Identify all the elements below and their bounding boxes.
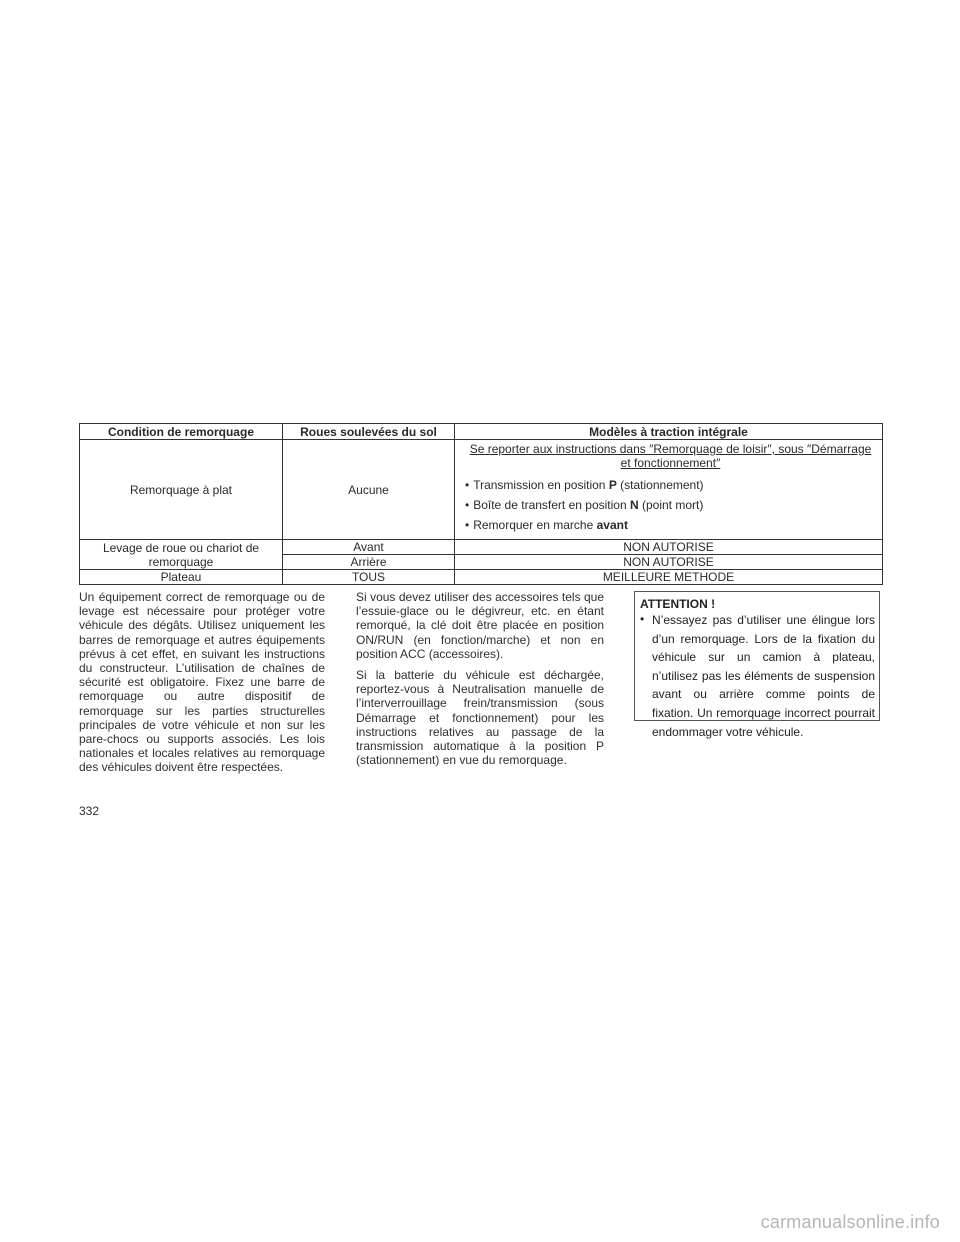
body-column-left xyxy=(79,590,325,782)
cell-lift-rear: Arrière xyxy=(283,555,455,570)
cell-flat-condition: Remorquage à plat xyxy=(80,440,283,540)
item-suffix: (point mort) xyxy=(638,498,704,512)
cell-flatbed-awd: MEILLEURE METHODE xyxy=(455,570,883,585)
item-text: Boîte de transfert en position xyxy=(473,498,630,512)
cell-flatbed-condition: Plateau xyxy=(80,570,283,585)
cell-lift-rear-awd: NON AUTORISE xyxy=(455,555,883,570)
table-row xyxy=(80,540,883,555)
list-item xyxy=(465,515,876,535)
bullet-icon: • xyxy=(465,518,470,532)
list-item xyxy=(465,475,876,495)
table-header-row xyxy=(80,424,883,440)
warning-box xyxy=(634,591,880,739)
table-row xyxy=(80,570,883,585)
warning-title: ATTENTION ! xyxy=(640,597,716,611)
item-text: Transmission en position xyxy=(473,478,609,492)
flat-towing-reference: Se reporter aux instructions dans ″Remorquage de loisir″, sous ″Démarrage et fonctionnement″ xyxy=(469,442,872,470)
warning-text: N’essayez pas d’utiliser une élingue lors d’un remorquage. Lors de la fixation du véhicule sur un camion à plateau, n’utilisez pas les éléments de suspension avant ou arrière comme points de fixation. Un remorquage incorrect pourrait endommager votre véhicule. xyxy=(652,613,875,739)
watermark: carmanualsonline.info xyxy=(760,1212,940,1232)
body-paragraph: Si la batterie du véhicule est déchargée, reportez-vous à Neutralisation manuelle de l’interverrouillage frein/transmission (sous Démarrage et fonctionnement) pour les instructions relatives au passage de la transmission automatique à la position P (stationnement) en vue du remorquage. xyxy=(356,668,604,768)
list-item xyxy=(465,495,876,515)
bullet-icon: • xyxy=(465,478,470,492)
towing-table xyxy=(79,423,883,585)
cell-flat-wheels: Aucune xyxy=(283,440,455,540)
header-condition: Condition de remorquage xyxy=(80,424,283,440)
warning-item xyxy=(640,611,875,741)
body-column-middle xyxy=(356,590,604,774)
body-paragraph: Si vous devez utiliser des accessoires tels que l’essuie-glace ou le dégivreur, etc. en étant remorqué, la clé doit être placée en position ON/RUN (en fonction/marche) et non en position ACC (accessoires). xyxy=(356,590,604,661)
cell-flat-awd xyxy=(455,440,883,540)
header-wheels: Roues soulevées du sol xyxy=(283,424,455,440)
item-bold: P xyxy=(608,478,617,492)
item-text: Remorquer en marche xyxy=(473,518,597,532)
bullet-icon: • xyxy=(640,612,645,626)
item-bold: N xyxy=(629,498,639,512)
cell-flatbed-wheels: TOUS xyxy=(283,570,455,585)
item-suffix: (stationnement) xyxy=(616,478,704,492)
header-awd: Modèles à traction intégrale xyxy=(455,424,883,440)
cell-lift-front: Avant xyxy=(283,540,455,555)
cell-lift-condition: Levage de roue ou chariot de remorquage xyxy=(80,540,283,570)
item-bold: avant xyxy=(596,518,628,532)
cell-lift-front-awd: NON AUTORISE xyxy=(455,540,883,555)
body-paragraph: Un équipement correct de remorquage ou de levage est nécessaire pour protéger votre véhicule des dégâts. Utilisez uniquement les barres de remorquage et autres équipements prévus à cet effet, en suivant les instructions du constructeur. L’utilisation de chaînes de sécurité est obligatoire. Fixez une barre de remorquage ou autre dispositif de remorquage sur les parties structurelles principales de votre véhicule et non sur les pare-chocs ou supports associés. Les lois nationales et locales relatives au remorquage des véhicules doivent être respectées. xyxy=(79,590,325,775)
bullet-icon: • xyxy=(465,498,470,512)
page-number: 332 xyxy=(79,804,100,818)
table-row xyxy=(80,440,883,540)
